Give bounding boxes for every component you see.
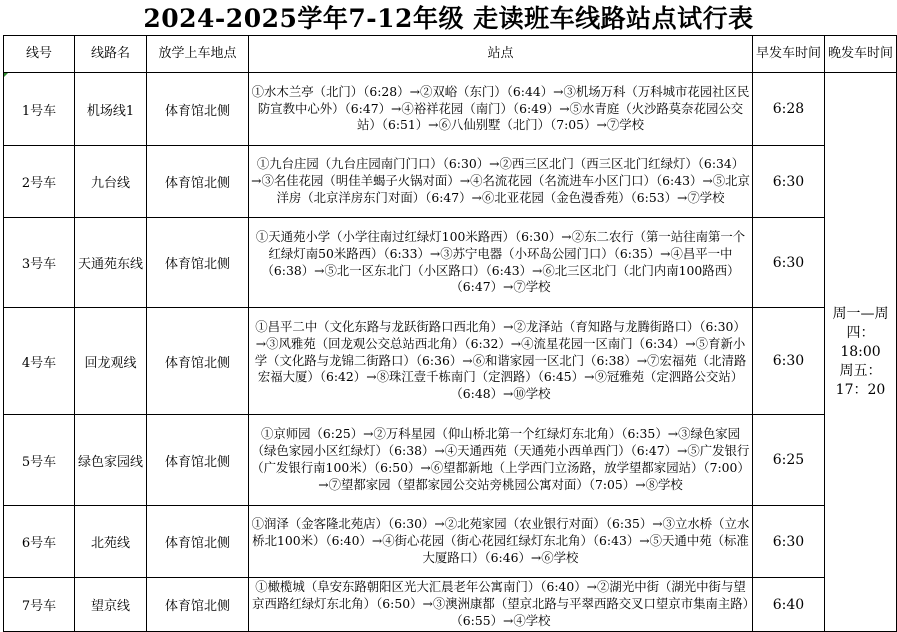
route-num: 6号车 xyxy=(4,506,75,578)
route-board: 体育馆北侧 xyxy=(147,578,249,632)
route-name: 绿色家园线 xyxy=(75,415,147,506)
route-board: 体育馆北侧 xyxy=(147,218,249,308)
route-stops: ①昌平二中（文化东路与龙跃街路口西北角）→②龙泽站（育知路与龙腾街路口）（6:30）→③风雅苑（回龙观公交总站西北角）（6:32）→④流星花园一区南门（6:34）→⑤育新小学（文化路与龙锦二街路口）（6:36）→⑥和谐家园一区北门（6:38）→⑦宏福苑（北清路宏福大厦）（6:42）→⑧珠江壹千栋南门（定泗路）（6:45）→⑨冠雅苑（定泗路公交站）（6:48）→⑩学校 xyxy=(249,308,753,415)
route-num: 1号车 xyxy=(4,73,75,146)
header-num: 线号 xyxy=(4,36,75,73)
route-name: 九台线 xyxy=(75,146,147,218)
route-stops: ①橄榄城（阜安东路朝阳区光大汇晨老年公寓南门）（6:40）→②湖光中街（湖光中街与望京西路红绿灯东北角）（6:50）→③澳洲康都（望京北路与平翠西路交叉口望京市集南主路）（6:55）→④学校 xyxy=(249,578,753,632)
header-row xyxy=(4,36,897,73)
header-evening: 晚发车时间 xyxy=(825,36,897,73)
route-num: 7号车 xyxy=(4,578,75,632)
header-stops: 站点 xyxy=(249,36,753,73)
route-num: 4号车 xyxy=(4,308,75,415)
route-board: 体育馆北侧 xyxy=(147,73,249,146)
header-board: 放学上车地点 xyxy=(147,36,249,73)
table-row xyxy=(4,218,897,308)
route-stops: ①天通苑小学（小学往南过红绿灯100米路西）（6:30）→②东二农行（第一站往南第一个红绿灯南50米路西）（6:33）→③苏宁电器（小环岛公园门口）（6:35）→④昌平一中（6:38）→⑤北一区东北门（小区路口）（6:43）→⑥北三区北门（北门内南100路西）（6:47）→⑦学校 xyxy=(249,218,753,308)
table-row xyxy=(4,146,897,218)
route-name: 机场线1 xyxy=(75,73,147,146)
header-name: 线路名 xyxy=(75,36,147,73)
route-name: 回龙观线 xyxy=(75,308,147,415)
table-row xyxy=(4,578,897,632)
route-name: 天通苑东线 xyxy=(75,218,147,308)
route-stops: ①水木兰亭（北门）（6:28）→②双峪（东门）（6:44）→③机场万科（万科城市花园社区民防宣教中心外）（6:47）→④裕祥花园（南门）（6:49）→⑤水青庭（火沙路莫奈花园公交站）（6:51）→⑥八仙别墅（北门）（7:05）→⑦学校 xyxy=(249,73,753,146)
route-stops: ①京师园（6:25）→②万科星园（仰山桥北第一个红绿灯东北角）（6:35）→③绿色家园（绿色家园小区红绿灯）（6:38）→④天通西苑（天通苑小西单西门）（6:47）→⑤广发银行（广发银行南100米）（6:50）→⑥望都新地（上学西门立汤路，放学望都家园站）（7:00）→⑦望都家园（望都家园公交站旁桃园公寓对面）（7:05）→⑧学校 xyxy=(249,415,753,506)
route-morning-time: 6:30 xyxy=(753,308,825,415)
route-morning-time: 6:40 xyxy=(753,578,825,632)
route-board: 体育馆北侧 xyxy=(147,415,249,506)
table-row xyxy=(4,73,897,146)
route-morning-time: 6:28 xyxy=(753,73,825,146)
table-row xyxy=(4,308,897,415)
route-name: 北苑线 xyxy=(75,506,147,578)
route-num: 3号车 xyxy=(4,218,75,308)
route-morning-time: 6:30 xyxy=(753,506,825,578)
route-stops: ①润泽（金客隆北苑店）（6:30）→②北苑家园（农业银行对面）（6:35）→③立水桥（立水桥北100米）（6:40）→④街心花园（街心花园红绿灯东北角）（6:43）→⑤天通中苑（标准大厦路口）（6:46）→⑥学校 xyxy=(249,506,753,578)
route-board: 体育馆北侧 xyxy=(147,146,249,218)
route-name: 望京线 xyxy=(75,578,147,632)
route-morning-time: 6:30 xyxy=(753,146,825,218)
page-title: 2024-2025学年7-12年级 走读班车线路站点试行表 xyxy=(143,4,754,33)
table-row xyxy=(4,415,897,506)
table-row xyxy=(4,506,897,578)
route-stops: ①九台庄园（九台庄园南门门口）（6:30）→②西三区北门（西三区北门红绿灯）（6:34）→③名佳花园（明佳羊蝎子火锅对面）→④名流花园（名流进车小区门口）（6:43）→⑤北京洋房（北京洋房东门对面）（6:47）→⑥北亚花园（金色漫香苑）（6:53）→⑦学校 xyxy=(249,146,753,218)
route-board: 体育馆北侧 xyxy=(147,308,249,415)
route-board: 体育馆北侧 xyxy=(147,506,249,578)
route-num: 5号车 xyxy=(4,415,75,506)
route-morning-time: 6:30 xyxy=(753,218,825,308)
route-morning-time: 6:25 xyxy=(753,415,825,506)
route-num: 2号车 xyxy=(4,146,75,218)
route-table xyxy=(3,35,897,632)
header-morning: 早发车时间 xyxy=(753,36,825,73)
evening-time: 周一—周四：18:00 周五：17：20 xyxy=(825,73,897,632)
